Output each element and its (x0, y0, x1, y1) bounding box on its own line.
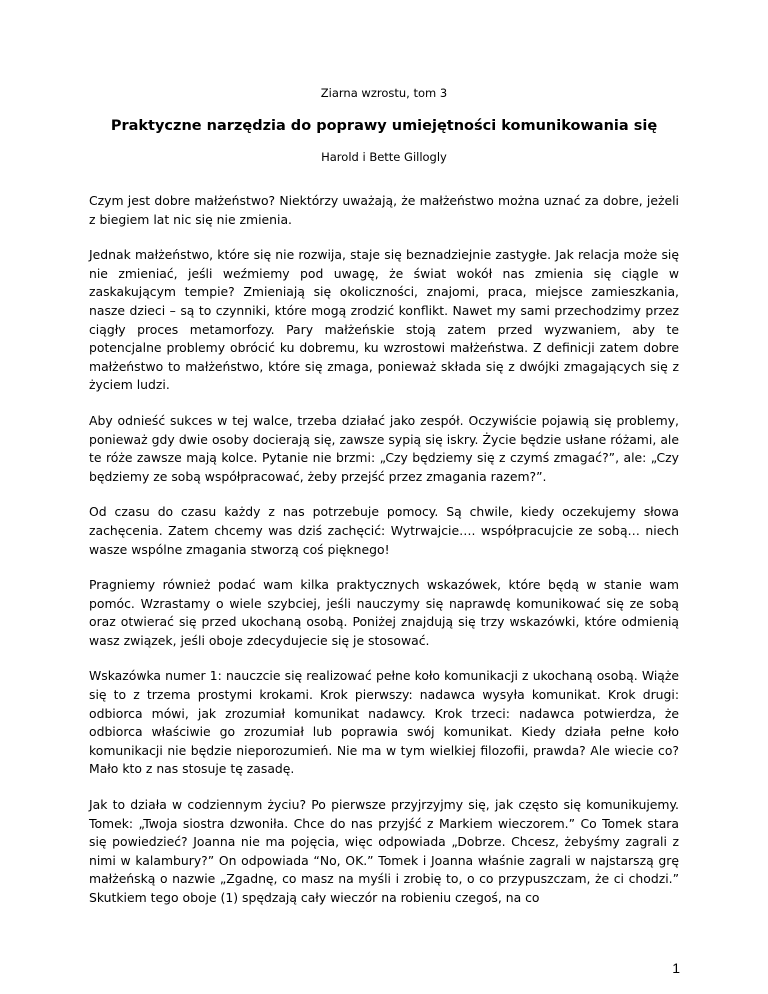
paragraph: Pragniemy również podać wam kilka praktycznych wskazówek, które będą w stanie wam pomóc. Wzrastamy o wiele szybciej, jeśli nauczymy się naprawdę komunikować się ze sobą oraz otwierać się przed ukochaną osobą. Poniżej znajdują się trzy wskazówki, które odmienią wasz związek, jeśli oboje zdecydujecie się je stosować. (89, 577, 679, 648)
series-title: Ziarna wzrostu, tom 3 (320, 86, 448, 100)
paragraph: Jednak małżeństwo, które się nie rozwija, staje się beznadziejnie zastygłe. Jak relacja może się nie zmieniać, jeśli weźmiemy pod uwagę, że świat wokół nas zmienia się ciągle w zaskakującym tempie? Zmieniają się okoliczności, znajomi, praca, miejsce zamieszkania, nasze dzieci – są to czynniki, które mogą zrodzić konflikt. Nawet my sami przechodzimy przez ciągły proces metamorfozy. Pary małżeńskie stoją zatem przed wyzwaniem, aby te potencjalne problemy obrócić ku dobremu, ku wzrostowi małżeństwa. Z definicji zatem dobre małżeństwo to małżeństwo, które się zmaga, ponieważ składa się z dwójki zmagających się z życiem ludzi. (89, 247, 679, 393)
paragraph: Czym jest dobre małżeństwo? Niektórzy uważają, że małżeństwo można uznać za dobre, jeżeli z biegiem lat nic się nie zmienia. (89, 193, 679, 227)
paragraph: Od czasu do czasu każdy z nas potrzebuje pomocy. Są chwile, kiedy oczekujemy słowa zachęcenia. Zatem chcemy was dziś zachęcić: Wytrwajcie…. współpracujcie ze sobą… niech wasze wspólne zmagania stworzą coś pięknego! (89, 504, 679, 557)
document-body (89, 192, 679, 925)
authors-line: Harold i Bette Gillogly (321, 150, 447, 164)
paragraph: Aby odnieść sukces w tej walce, trzeba działać jako zespół. Oczywiście pojawią się problemy, ponieważ gdy dwie osoby docierają się, zawsze sypią się iskry. Życie będzie usłane różami, ale te róże zawsze mają kolce. Pytanie nie brzmi: „Czy będziemy się z czymś zmagać?”, ale: „Czy będziemy ze sobą współpracować, żeby przejść przez zmagania razem?”. (89, 412, 679, 484)
paragraph: Jak to działa w codziennym życiu? Po pierwsze przyjrzyjmy się, jak często się komunikujemy. Tomek: „Twoja siostra dzwoniła. Chce do nas przyjść z Markiem wieczorem.” Co Tomek stara się powiedzieć? Joanna nie ma pojęcia, więc odpowiada „Dobrze. Chcesz, żebyśmy zagrali z nimi w kalambury?” On odpowiada “No, OK.” Tomek i Joanna właśnie zagrali w najstarszą grę małżeńską o nazwie „Zgadnę, co masz na myśli i zrobię to, o co przypuszczam, że ci chodzi.” Skutkiem tego oboje (1) spędzają cały wieczór na robieniu czegoś, na co (89, 797, 679, 905)
page-number: 1 (672, 960, 680, 976)
paragraph: Wskazówka numer 1: nauczcie się realizować pełne koło komunikacji z ukochaną osobą. Wiąże się to z trzema prostymi krokami. Krok pierwszy: nadawca wysyła komunikat. Krok drugi: odbiorca mówi, jak zrozumiał komunikat nadawcy. Krok trzeci: nadawca potwierdza, że odbiorca właściwie go zrozumiał lub poprawia swój komunikat. Kiedy działa pełne koło komunikacji nie będzie nieporozumień. Nie ma w tym wielkiej filozofii, prawda? Ale wiecie co? Mało kto z nas stosuje tę zasadę. (89, 668, 679, 777)
page-title: Praktyczne narzędzia do poprawy umiejętności komunikowania się (110, 118, 658, 134)
